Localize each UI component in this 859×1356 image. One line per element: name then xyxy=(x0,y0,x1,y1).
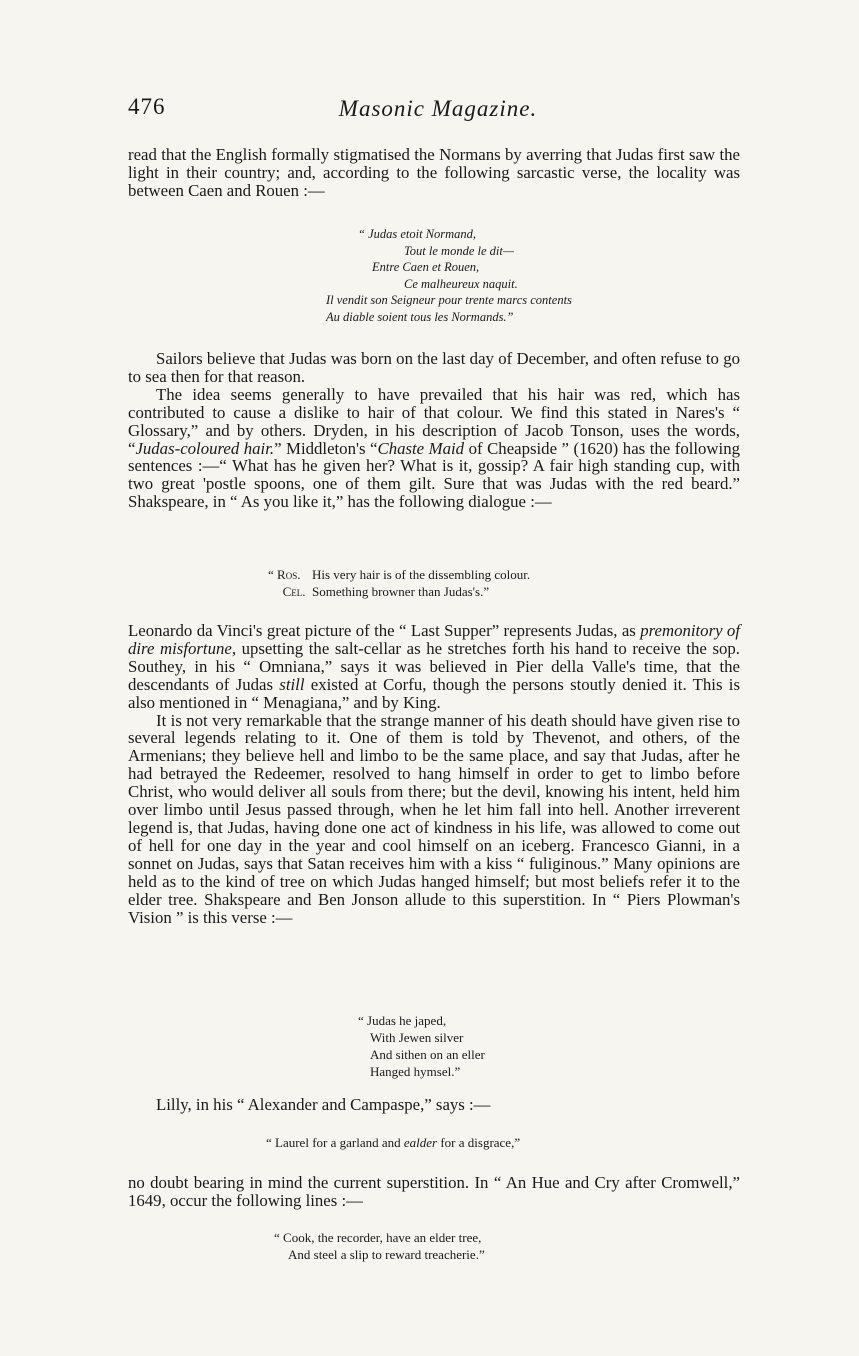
french-verse xyxy=(326,226,572,326)
paragraph-legends: It is not very remarkable that the strange manner of his death should have given rise to several legends relating to it. One of them is told by Thevenot, and others, of the Armenians; they believe hell and limbo to be the same place, and say that Judas, after he had betrayed the Redeemer, resolved to hang himself in order to get to limbo before Christ, who would deliver all souls from there; but the devil, knowing his intent, held him over limbo until Jesus passed through, when he let him fall into hell. Another irreverent legend is, that Judas, having done one act of kindness in his life, was allowed to come out of hell for one day in the year and cool himself on an iceberg. Francesco Gianni, in a sonnet on Judas, says that Satan receives him with a kiss “ fuliginous.” Many opinions are held as to the kind of tree on which Judas hanged himself; but most beliefs refer it to the elder tree. Shakspeare and Ben Jonson allude to this superstition. In “ Piers Plowman's Vision ” is this verse :— xyxy=(128,710,740,927)
verse-line: Il vendit son Seigneur pour trente marcs contents xyxy=(326,293,572,308)
dialogue-line: “ Ros. His very hair is of the dissembling colour. xyxy=(268,567,531,582)
speaker-ros: “ Ros. xyxy=(268,567,301,582)
paragraph-sailors: Sailors believe that Judas was born on the last day of December, and often refuse to go to sea then for that reason. xyxy=(128,349,740,386)
cromwell-verse xyxy=(274,1229,485,1263)
paragraph-hue-and-cry: no doubt bearing in mind the current superstition. In “ An Hue and Cry after Cromwell,” 1649, occur the following lines :— xyxy=(128,1173,740,1210)
paragraph-last-supper: Leonardo da Vinci's great picture of the “ Last Supper” represents Judas, as premonitory of dire misfortune, upsetting the salt-cellar as he stretches forth his hand to receive the sop. Southey, in his “ Omniana,” says it was believed in Pier della Valle's time, that the descendants of Judas still existed at Corfu, though the persons stoutly denied it. This is also mentioned in “ Menagiana,” and by King. xyxy=(128,621,740,712)
verse-line: “ Judas etoit Normand, xyxy=(358,227,477,241)
verse-line: Au diable soient tous les Normands.” xyxy=(326,309,514,324)
speaker-cel: Cel. xyxy=(282,584,306,599)
piers-plowman-verse xyxy=(358,1012,485,1080)
paragraph-caen-rouen xyxy=(128,146,740,200)
verse-line: Ce malheureux naquit. xyxy=(404,276,518,291)
paragraph-last-supper-legends xyxy=(128,622,740,926)
verse-line: Entre Caen et Rouen, xyxy=(372,260,480,275)
verse-line: “ Cook, the recorder, have an elder tree, xyxy=(274,1230,482,1245)
paragraph-text: read that the English formally stigmatised the Normans by averring that Judas first saw the light in their country; and, according to the following sarcastic verse, the locality was between Caen and Rouen :— xyxy=(128,145,740,200)
verse-line: And sithen on an eller xyxy=(370,1047,485,1062)
dialogue-line: Cel. Something browner than Judas's.” xyxy=(268,583,530,600)
page-number: 476 xyxy=(128,94,166,119)
paragraph-red-hair: The idea seems generally to have prevailed that his hair was red, which has contributed to cause a dislike to hair of that colour. We find this stated in Nares's “ Glossary,” and by others. Dryden, in his description of Jacob Tonson, uses the words, “Judas-coloured hair.” Middleton's “Chaste Maid of Cheapside ” (1620) has the following sentences :—“ What has he given her? What is it, gossip? A fair high standing cup, with two great 'postle spoons, one of them gilt. Sure that was Judas with the red beard.” Shakspeare, in “ As you like it,” has the following dialogue :— xyxy=(128,384,740,512)
shakespeare-dialogue xyxy=(268,566,530,600)
verse-line: “ Judas he japed, xyxy=(358,1013,447,1028)
paragraph-lilly: Lilly, in his “ Alexander and Campaspe,” says :— xyxy=(156,1095,491,1114)
verse-line: And steel a slip to reward treacherie.” xyxy=(288,1247,485,1262)
verse-line: Hanged hymsel.” xyxy=(370,1064,461,1079)
paragraph-sailors-hair xyxy=(128,350,740,511)
running-title: Masonic Magazine. xyxy=(338,96,538,121)
italic-phrase: Judas-coloured hair. xyxy=(135,438,275,458)
laurel-line: “ Laurel for a garland and ealder for a disgrace,” xyxy=(266,1135,521,1150)
verse-line: With Jewen silver xyxy=(370,1030,464,1045)
page-header xyxy=(128,94,748,130)
italic-title: Chaste Maid xyxy=(377,438,465,458)
verse-line: Tout le monde le dit— xyxy=(404,243,514,258)
